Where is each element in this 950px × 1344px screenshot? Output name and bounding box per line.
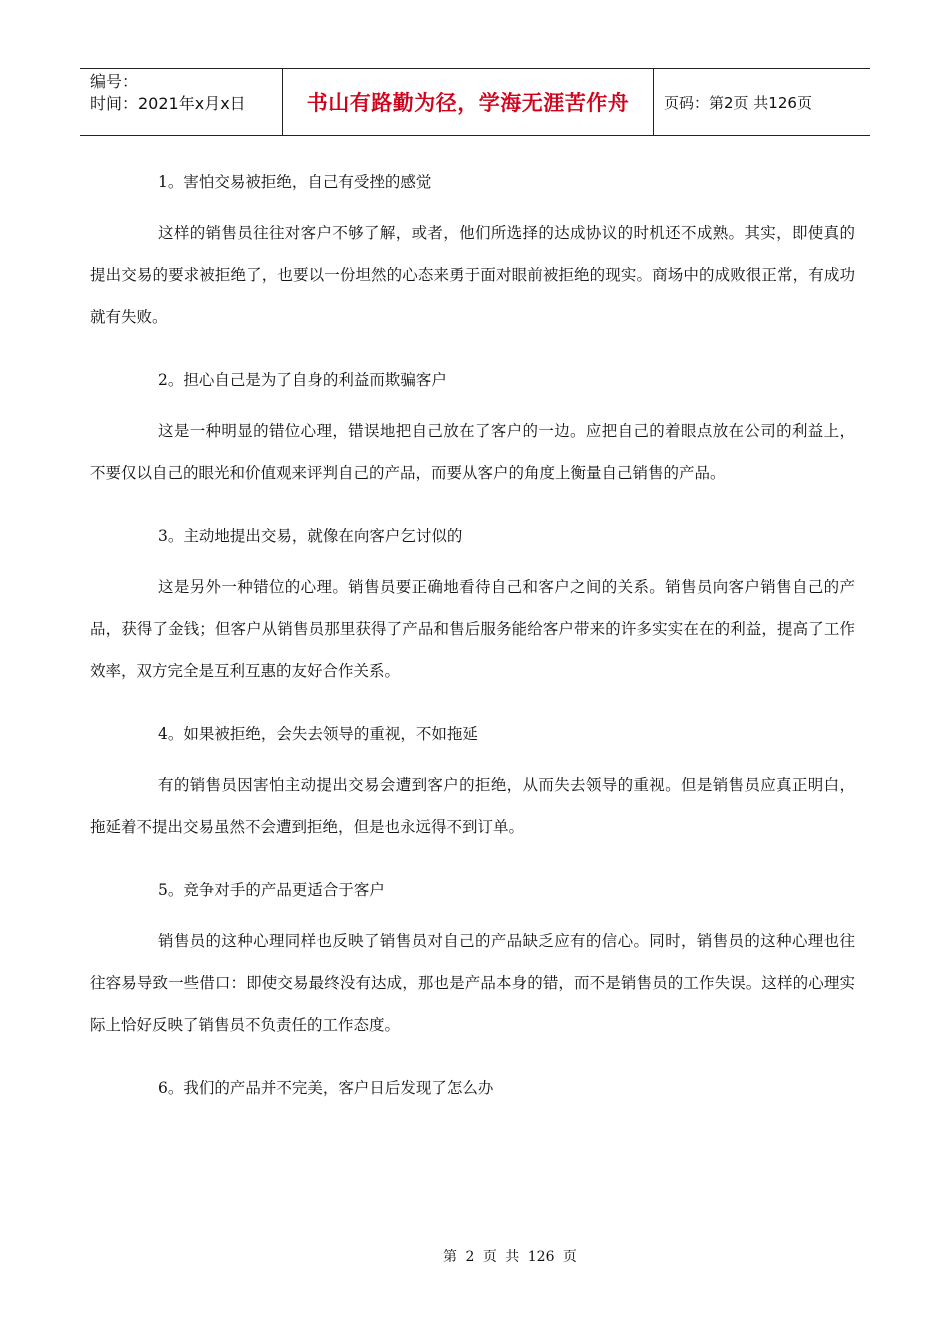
document-header [80, 68, 870, 136]
section-paragraph: 销售员的这种心理同样也反映了销售员对自己的产品缺乏应有的信心。同时，销售员的这种心理也往往容易导致一些借口：即使交易最终没有达成，那也是产品本身的错，而不是销售员的工作失误。这样的心理实际上恰好反映了销售员不负责任的工作态度。 [90, 932, 855, 1034]
section-heading: 5。竞争对手的产品更适合于客户 [158, 881, 385, 899]
section-heading: 3。主动地提出交易，就像在向客户乞讨似的 [158, 527, 463, 545]
header-meta [80, 69, 282, 135]
document-body [90, 160, 855, 1110]
section-heading: 6。我们的产品并不完美，客户日后发现了怎么办 [158, 1079, 494, 1097]
document-number-label: 编号： [90, 72, 139, 91]
header-motto: 书山有路勤为径，学海无涯苦作舟 [282, 69, 654, 135]
header-page-info: 页码：第2页 共126页 [664, 93, 812, 112]
section-paragraph: 这样的销售员往往对客户不够了解，或者，他们所选择的达成协议的时机还不成熟。其实，即使真的提出交易的要求被拒绝了，也要以一份坦然的心态来勇于面对眼前被拒绝的现实。商场中的成败很正常，有成功就有失败。 [90, 224, 855, 326]
section-heading: 4。如果被拒绝，会失去领导的重视，不如拖延 [158, 725, 478, 743]
section-paragraph: 这是另外一种错位的心理。销售员要正确地看待自己和客户之间的关系。销售员向客户销售自己的产品，获得了金钱；但客户从销售员那里获得了产品和售后服务能给客户带来的许多实实在在的利益，提高了工作效率，双方完全是互利互惠的友好合作关系。 [90, 578, 855, 680]
section-paragraph: 这是一种明显的错位心理，错误地把自己放在了客户的一边。应把自己的着眼点放在公司的利益上，不要仅以自己的眼光和价值观来评判自己的产品，而要从客户的角度上衡量自己销售的产品。 [90, 422, 855, 482]
document-date-label: 时间：2021年x月x日 [90, 94, 246, 113]
page-footer: 第 2 页 共 126 页 [443, 1249, 577, 1265]
section-heading: 1。害怕交易被拒绝，自己有受挫的感觉 [158, 173, 432, 191]
section-paragraph: 有的销售员因害怕主动提出交易会遭到客户的拒绝，从而失去领导的重视。但是销售员应真正明白，拖延着不提出交易虽然不会遭到拒绝，但是也永远得不到订单。 [90, 776, 855, 836]
section-heading: 2。担心自己是为了自身的利益而欺骗客户 [158, 371, 447, 389]
